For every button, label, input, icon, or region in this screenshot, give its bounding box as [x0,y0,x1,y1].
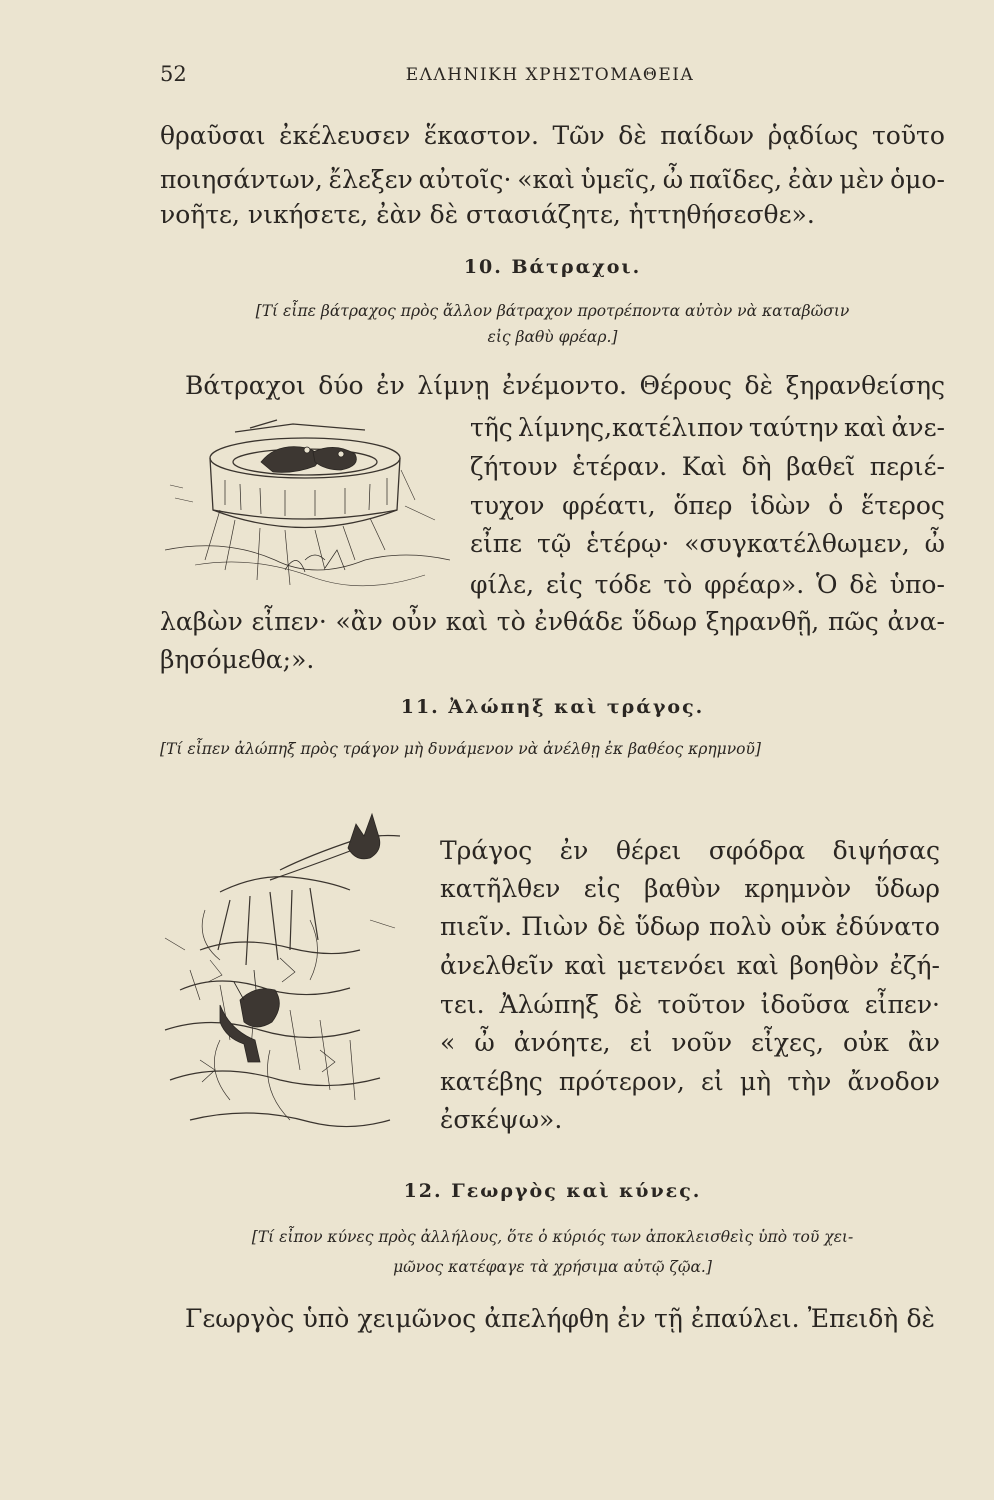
word: ἂν [907,1028,940,1057]
text-line [440,1027,940,1059]
word: πῶς [827,607,879,636]
word: φρέαρ». [704,570,805,599]
text-line [185,1303,935,1335]
text-line [440,911,940,943]
word: κατῆλθεν [440,874,561,903]
text-line [440,835,940,867]
word: περιέ- [869,452,945,481]
word: δὲ [744,371,774,400]
word: ἀνελθεῖν [440,951,554,980]
word: εἰς [545,570,583,599]
word: ἐν [559,836,589,865]
text-line: ἐσκέψω». [440,1105,563,1134]
word: τῇ [654,1304,683,1333]
word: δὴ [741,452,772,481]
word: καὶ [736,951,779,980]
word: λίμνῃ [417,371,490,400]
section-question: [Τί εἶπον κύνες πρὸς ἀλλήλους, ὅτε ὁ κύριός των ἀποκλεισθεὶς ὑπὸ τοῦ χει- [251,1228,854,1246]
word: ἐνθάδε [534,607,623,636]
word: Ἐπειδὴ [807,1304,899,1333]
word: Θέρους [639,371,732,400]
word: φρέατι, [562,491,656,520]
word: θραῦσαι [160,121,266,150]
word: τὸ [496,607,526,636]
word: σφόδρα [708,836,806,865]
word: δὲ [906,1304,935,1333]
word: ὦ [662,165,684,194]
word: τῆς [470,413,513,442]
text-line: βησόμεθα;». [160,645,315,674]
word: τει. [440,990,485,1019]
word: εἶπεν· [864,990,940,1019]
word: Καὶ [681,452,728,481]
word: παῖδες, [689,165,783,194]
word: ἐζή- [889,951,940,980]
word: ἐνέμοντο. [502,371,627,400]
word: ἑτέραν. [572,452,668,481]
section-question: [Τί εἶπε βάτραχος πρὸς ἄλλον βάτραχον προτρέποντα αὐτὸν νὰ καταβῶσιν [255,302,850,320]
text-line [470,490,945,522]
text-line [185,370,945,402]
word: καὶ [445,607,489,636]
word: ὦ [474,1028,495,1057]
word: ἐὰν [788,165,834,194]
word: «καὶ [517,165,575,194]
word: Ὁ [816,570,838,599]
word: ἰδοῦσα [760,990,850,1019]
frogs-well-illustration [165,410,450,595]
word: διψήσας [832,836,940,865]
word: τόδε [594,570,652,599]
word: οὐκ [842,1028,889,1057]
text-line [470,569,945,601]
word: βαθὺν [643,874,721,903]
word: παίδων [660,121,755,150]
word: ἀπελήφθη [484,1304,610,1333]
word: Τῶν [552,121,605,150]
word: αὐτοῖς· [418,165,512,194]
running-title: ΕΛΛΗΝΙΚΗ ΧΡΗΣΤΟΜΑΘΕΙΑ [405,65,695,85]
word: «συγκατέλθωμεν, [684,529,910,558]
word: ξηρανθῇ, [705,607,820,636]
word: « [440,1028,456,1057]
word: βοηθὸν [789,951,880,980]
word: ἀνόητε, [513,1028,611,1057]
text-line [160,120,945,152]
word: πολὺ [709,912,772,941]
word: θέρει [615,836,682,865]
section-question: εἰς βαθὺ φρέαρ.] [487,328,618,346]
word: ὁμο- [890,165,945,194]
word: κατέβης [440,1067,543,1096]
word: ὅπερ [673,491,733,520]
word: ξηρανθείσης [785,371,945,400]
word: τὸ [663,570,693,599]
word: ὑμεῖς, [580,165,657,194]
word: δὲ [597,912,626,941]
text-line [440,1066,940,1098]
word: τῷ [537,529,572,558]
word: τοῦτον [657,990,746,1019]
word: εἰς [583,874,621,903]
word: πιεῖν. [440,912,513,941]
word: δὲ [614,990,643,1019]
word: ὕδωρ [874,874,940,903]
text-line [470,451,945,483]
section-question: μῶνος κατέφαγε τὰ χρήσιμα αὐτῷ ζῷα.] [393,1258,712,1276]
word: ῥᾳδίως [767,121,859,150]
word: ὁ [828,491,844,520]
word: τοῦτο [871,121,945,150]
section-heading: 11. Ἀλώπηξ καὶ τράγος. [400,696,705,718]
text-line [160,606,945,638]
text-line [440,950,940,982]
word: λαβὼν [160,607,243,636]
word: ἀνα- [887,607,945,636]
word: ἐδύνατο [835,912,940,941]
section-heading: 10. Βάτραχοι. [463,256,642,278]
word: μὲν [839,165,885,194]
word: ἕτερος [860,491,945,520]
word: Βάτραχοι [185,371,306,400]
word: μὴ [739,1067,772,1096]
word: ἐν [617,1304,646,1333]
word: ἀνε- [891,413,945,442]
word: μετενόει [617,951,727,980]
text-line [470,412,945,444]
word: Ἀλώπηξ [499,990,599,1019]
word: ζήτουν [470,452,558,481]
word: «ἂν [335,607,383,636]
section-question: [Τί εἶπεν ἀλώπηξ πρὸς τράγον μὴ δυνάμενον νὰ ἀνέλθῃ ἐκ βαθέος κρημνοῦ] [160,740,761,758]
word: ἐν [376,371,405,400]
text-line [440,989,940,1021]
word: Γεωργὸς [185,1304,295,1333]
word: νοῦν [671,1028,733,1057]
word: ἰδὼν [750,491,811,520]
word: ἑτέρῳ· [586,529,670,558]
word: εἶχες, [751,1028,824,1057]
word: ὑπὸ [302,1304,350,1333]
word: δύο [318,371,364,400]
word: βαθεῖ [786,452,856,481]
word: οὖν [391,607,438,636]
word: Τράγος [440,836,533,865]
word: εἶπε [470,529,523,558]
word: ὦ [924,529,945,558]
word: ἐπαύλει. [691,1304,800,1333]
word: οὐκ [780,912,827,941]
word: κρημνὸν [744,874,852,903]
word: χειμῶνος [357,1304,477,1333]
word: ἐκέλευσεν [279,121,411,150]
word: εἶπεν· [251,607,327,636]
word: ὑπο- [889,570,945,599]
word: ἄνοδον [847,1067,940,1096]
page-number: 52 [160,62,187,86]
section-heading: 12. Γεωργὸς καὶ κύνες. [403,1180,702,1202]
word: πρότερον, [558,1067,685,1096]
word: ἕκαστον. [423,121,539,150]
text-line [470,528,945,560]
word: φίλε, [470,570,535,599]
word: εἰ [629,1028,653,1057]
text-line [160,164,945,196]
word: καὶ [564,951,607,980]
word: ποιησάντων, [160,165,323,194]
fox-goat-illustration [160,800,420,1150]
word: Πιὼν [521,912,589,941]
word: ὕδωρ [631,607,698,636]
text-line [440,873,940,905]
word: δὲ [849,570,878,599]
word: ἔλεξεν [328,165,413,194]
word: τυχον [470,491,545,520]
word: ταύτην [748,413,839,442]
word: τὴν [787,1067,832,1096]
word: λίμνης,κατέλιπον [518,413,744,442]
word: ὕδωρ [634,912,701,941]
word: δὲ [618,121,647,150]
word: καὶ [843,413,887,442]
word: εἰ [700,1067,724,1096]
text-line: νοῆτε, νικήσετε, ἐὰν δὲ στασιάζητε, ἡττηθήσεσθε». [160,200,815,229]
running-head [160,62,940,92]
